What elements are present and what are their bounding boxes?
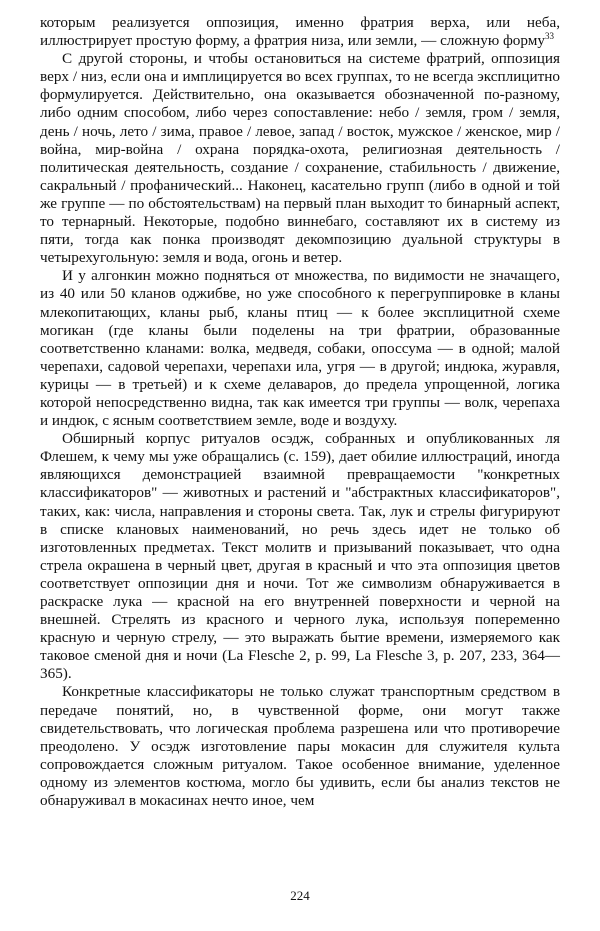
paragraph: С другой стороны, и чтобы остановиться на системе фратрий, оппозиция верх / низ, если она и имплицируется во всех группах, то не всегда эксплицитно формулируется. Действительно, она оказывается обозначенной по-разному, либо одним способом, либо через сопоставление: небо / земля, гром / земля, день / ночь, лето / зима, правое / левое, запад / восток, мужское / женское, мир / война, мир-война / охрана порядка-охота, религиозная деятельность / политическая деятельность, создание / сохранение, стабильность / движение, сакральный / профанический... Наконец, касательно групп (либо в одной и той же группе — по обстоятельствам) на первый план выходит то бинарный аспект, то тернарный. Некоторые, подобно виннебаго, составляют их в систему из пяти, тогда как понка производят декомпозицию дуальной структуры в четырехугольную: земля и вода, огонь и ветер. [40,50,560,267]
paragraph: И у алгонкин можно подняться от множества, по видимости не значащего, из 40 или 50 кланов оджибве, но уже способного к перегруппировке в кланы млекопитающих, кланы рыб, кланы птиц — к более эксплицитной схеме могикан (где кланы были поделены на три фратрии, образованные соответственно кланами: волка, медведя, собаки, опоссума — в одной; малой черепахи, садовой черепахи, черепахи ила, угря — в другой; индюка, журавля, курицы — в третьей) и к схеме делаваров, до предела упрощенной, логика которой непосредственно видна, так как имеется три группы — волк, черепаха и индюк, с ясным соответствием земле, воде и воздуху. [40,267,560,430]
paragraph: Конкретные классификаторы не только служат транспортным средством в передаче понятий, но, в чувственной форме, они могут также свидетельствовать, что логическая проблема разрешена или что противоречие преодолено. У осэдж изготовление пары мокасин для служителя культа сопровождается сложным ритуалом. Такое особенное внимание, уделенное одному из элементов костюма, могло бы удивить, если бы анализ текстов не обнаруживал в мокасинах нечто иное, чем [40,683,560,810]
footnote-marker[interactable]: 33 [544,31,554,42]
paragraph: Обширный корпус ритуалов осэдж, собранных и опубликованных ля Флешем, к чему мы уже обращались (с. 159), дает обилие иллюстраций, иногда являющихся демонстрацией взаимной превращаемости "конкретных классификаторов" — животных и растений и "абстрактных классификаторов", таких, как: числа, направления и стороны света. Так, лук и стрелы фигурируют в списке клановых наименований, но речь здесь идет не только об изготовленных предметах. Текст молитв и призываний показывает, что одна стрела окрашена в черный цвет, другая в красный и что эта оппозиция цветов соответствует оппозиции дня и ночи. Тот же символизм обнаруживается в раскраске лука — красной на его внутренней поверхности и черной на внешней. Стрелять из красного и черного лука, используя попеременно красную и черную стрелу, — это выражать бытие времени, измеряемого как таковое сменой дня и ночи (La Flesche 2, p. 99, La Flesche 3, p. 207, 233, 364—365). [40,430,560,683]
paragraph-text: которым реализуется оппозиция, именно фратрия верха, или неба, иллюстрирует простую форму, а фратрия низа, или земли, — сложную форму [40,14,560,50]
paragraph-continued [40,14,560,50]
body-text [40,14,560,810]
page-number: 224 [290,888,310,903]
